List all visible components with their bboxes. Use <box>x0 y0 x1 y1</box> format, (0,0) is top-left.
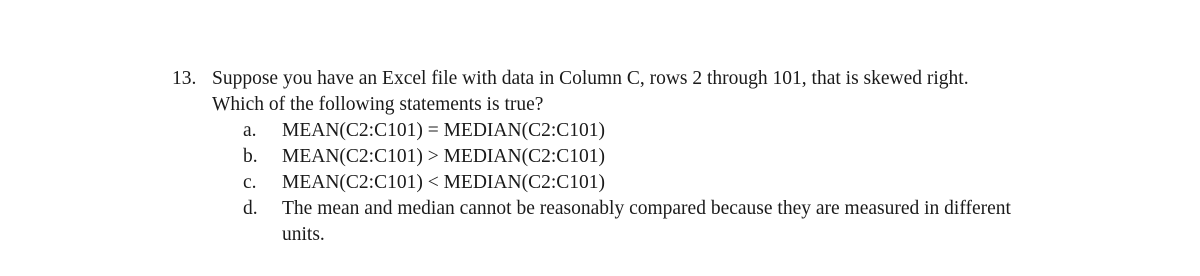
option-text: MEAN(C2:C101) > MEDIAN(C2:C101) <box>282 146 605 167</box>
question-number: 13. <box>172 68 197 89</box>
option-letter: a. <box>243 120 257 141</box>
option-b <box>172 144 1172 170</box>
option-d <box>172 196 1172 248</box>
option-text: The mean and median cannot be reasonably compared because they are measured in different units. <box>282 198 1011 245</box>
option-letter: c. <box>243 172 257 193</box>
option-text: MEAN(C2:C101) = MEDIAN(C2:C101) <box>282 120 605 141</box>
option-a <box>172 118 1172 144</box>
question-stem-line1 <box>172 66 1172 92</box>
option-letter: b. <box>243 146 258 167</box>
option-letter: d. <box>243 198 258 219</box>
answer-options <box>172 118 1172 248</box>
question-text-line2: Which of the following statements is true? <box>212 94 544 115</box>
question-block <box>172 66 1172 248</box>
option-c <box>172 170 1172 196</box>
option-text: MEAN(C2:C101) < MEDIAN(C2:C101) <box>282 172 605 193</box>
question-text-line1: Suppose you have an Excel file with data in Column C, rows 2 through 101, that is skewed right. <box>212 68 969 89</box>
